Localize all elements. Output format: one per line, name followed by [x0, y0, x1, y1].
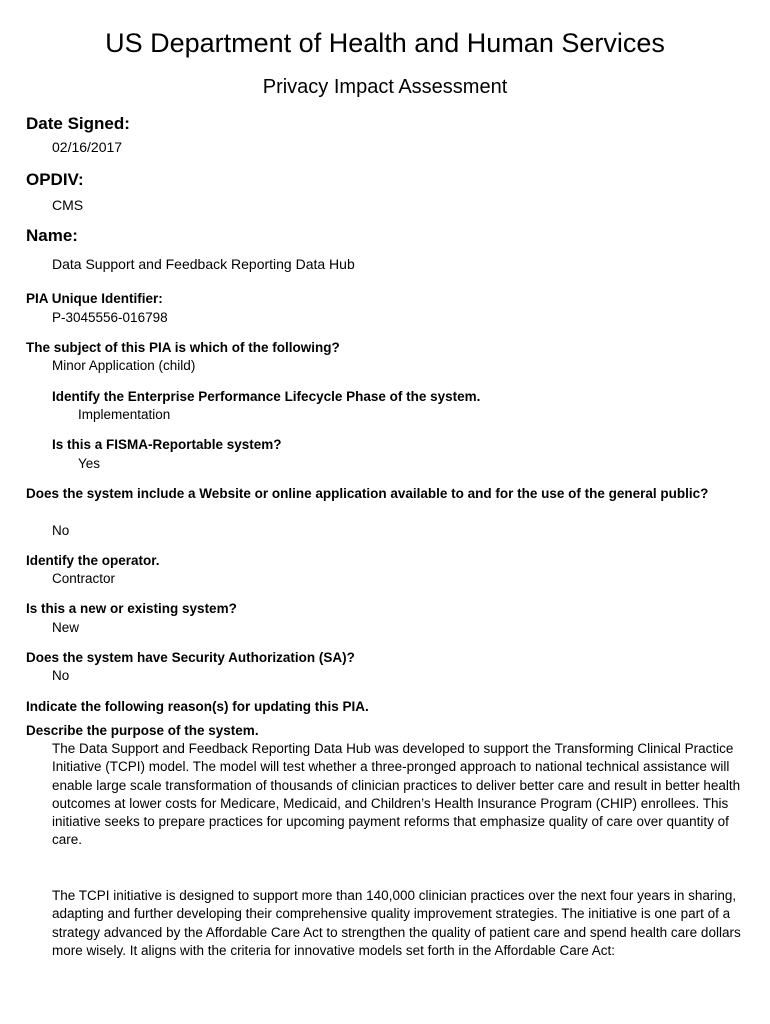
subject-question: The subject of this PIA is which of the following? [26, 340, 340, 355]
operator-answer: Contractor [52, 571, 116, 586]
subject-answer: Minor Application (child) [52, 358, 196, 373]
document-subtitle: Privacy Impact Assessment [262, 76, 508, 98]
fisma-question: Is this a FISMA-Reportable system? [52, 437, 282, 452]
sa-answer: No [52, 668, 70, 683]
document-title: US Department of Health and Human Services [105, 28, 665, 58]
pia-id-value: P-3045556-016798 [52, 310, 168, 325]
name-label: Name: [26, 226, 78, 245]
fisma-answer: Yes [78, 456, 101, 471]
purpose-paragraph-2: The TCPI initiative is designed to support more than 140,000 clinician practices over the next four years in sharing, adapting and further developing their comprehensive quality improvement strategies. The initiative is one part of a strategy advanced by the Affordable Care Act to strengthen the quality of patient care and spend health care dollars more wisely. It aligns with the criteria for innovative models set forth in the Affordable Care Act: [52, 888, 741, 958]
lifecycle-question: Identify the Enterprise Performance Lifecycle Phase of the system. [52, 389, 481, 404]
new-existing-answer: New [52, 620, 80, 635]
opdiv-value: CMS [52, 197, 84, 213]
operator-question: Identify the operator. [26, 553, 160, 568]
lifecycle-answer: Implementation [78, 407, 171, 422]
opdiv-label: OPDIV: [26, 170, 84, 189]
pia-id-label: PIA Unique Identifier: [26, 291, 163, 306]
sa-question: Does the system have Security Authorization (SA)? [26, 650, 355, 665]
purpose-paragraph-1: The Data Support and Feedback Reporting Data Hub was developed to support the Transforming Clinical Practice Initiative (TCPI) model. The model will test whether a three-pronged approach to national technical assistance will enable large scale transformation of thousands of clinician practices to deliver better care and result in better health outcomes at lower costs for Medicare, Medicaid, and Children’s Health Insurance Program (CHIP) enrollees. This initiative seeks to prepare practices for upcoming payment reforms that emphasize quality of care over quantity of care. [52, 741, 741, 848]
name-value: Data Support and Feedback Reporting Data Hub [52, 256, 355, 272]
date-signed-value: 02/16/2017 [52, 139, 123, 155]
reasons-question: Indicate the following reason(s) for updating this PIA. [26, 699, 369, 714]
date-signed-label: Date Signed: [26, 114, 130, 133]
website-answer: No [52, 523, 70, 538]
new-existing-question: Is this a new or existing system? [26, 601, 237, 616]
purpose-question: Describe the purpose of the system. [26, 723, 259, 738]
website-question: Does the system include a Website or online application available to and for the use of the general public? [26, 486, 709, 501]
